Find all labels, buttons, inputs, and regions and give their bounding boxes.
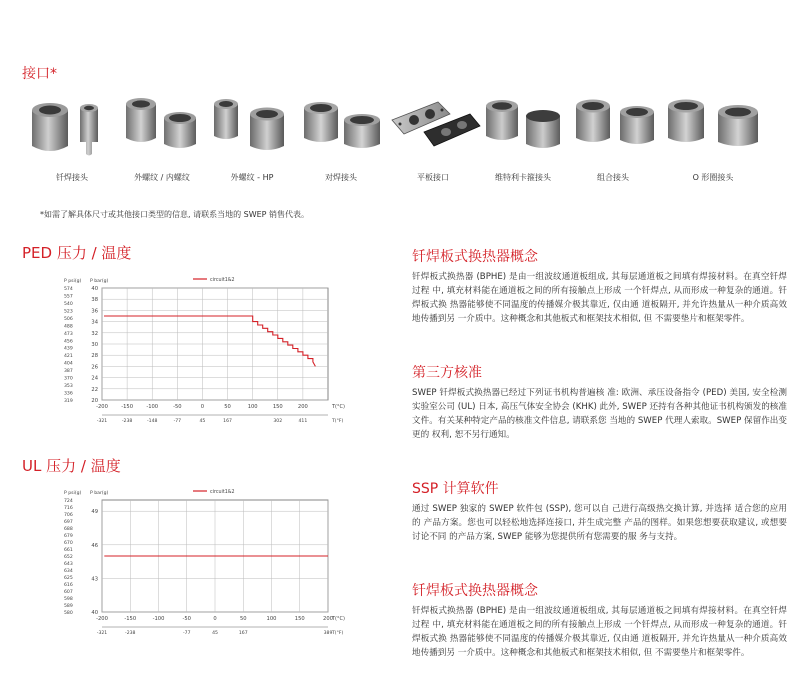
x2-tick-label: 302	[273, 419, 283, 424]
section-body: 钎焊板式换热器 (BPHE) 是由一组波纹通道板组成, 其每层通道板之间填有焊接材料。在真空钎焊过程 中, 填充材料能在通道板之间的所有接触点上形成 一个钎焊点, 从而形成一种复杂的通道。钎焊板式换 热器能够使不同温度的传播媒介极其靠近, 仅由通 道板隔开, 并允许热量从一种介质高效地传播到另 一介质中。这种概念和其他板式和框架技术相似, 但 不需要垫片和框架零件。	[412, 272, 787, 325]
y-tick-label: 40	[91, 610, 98, 616]
y2-tick-label: 625	[64, 576, 73, 581]
x-tick-label: 200	[297, 404, 308, 410]
x-axis-label: T(°C)	[332, 404, 345, 410]
y2-tick-label: 589	[64, 604, 73, 609]
y-tick-label: 20	[91, 398, 98, 404]
y2-tick-label: 421	[64, 354, 73, 360]
connector-label: 外螺纹 - HP	[230, 173, 274, 182]
x2-tick-label: -321	[96, 419, 108, 424]
connector-label: 平板接口	[417, 173, 449, 182]
connector-label: 维特利卡箍接头	[495, 173, 551, 182]
x-tick-label: -150	[124, 616, 137, 622]
y2-tick-label: 580	[64, 611, 73, 616]
y2-tick-label: 488	[64, 324, 73, 330]
thread-connection-icon	[122, 94, 200, 156]
section-body: 通过 SWEP 独家的 SWEP 软件包 (SSP), 您可以自 己进行高级热交换计算, 并选择 适合您的应用的 产品方案。您也可以轻松地选择连接口, 并生成完整 产品的图样。如果您想要获取建议, 或想要讨论不同 的产品方案, SWEP 能够为您提供所有您需要的服 务与支持。	[412, 504, 787, 543]
x2-tick-label: -77	[173, 419, 182, 424]
legend-label: circuit1&2	[210, 490, 235, 495]
x-tick-label: -200	[96, 616, 108, 622]
brazed-connection-icon	[28, 96, 114, 158]
ped-chart	[60, 268, 360, 433]
y2-tick-label: 652	[64, 555, 73, 560]
y2-tick-label: 387	[64, 369, 73, 375]
y2-tick-label: 607	[64, 590, 73, 595]
connector-label: 外螺纹 / 内螺纹	[134, 173, 190, 182]
connectors-title: 接口*	[22, 66, 57, 82]
x2-tick-label: -77	[182, 631, 191, 636]
x2-tick-label: -321	[96, 631, 108, 636]
series-line	[104, 316, 315, 366]
x-tick-label: 0	[213, 616, 217, 622]
x-tick-label: -50	[182, 616, 191, 622]
flange-plate-icon	[388, 94, 482, 154]
y2-tick-label: 523	[64, 309, 73, 315]
y2-tick-label: 506	[64, 316, 73, 322]
y-tick-label: 43	[91, 576, 98, 583]
y-tick-label: 49	[91, 509, 98, 516]
y-tick-label: 26	[91, 364, 98, 371]
victaulic-connection-icon	[482, 96, 564, 154]
x-tick-label: -100	[152, 616, 165, 622]
x-tick-label: -100	[146, 404, 159, 410]
y2-tick-label: 661	[64, 548, 73, 553]
ped-title: PED 压力 / 温度	[22, 244, 132, 262]
y2-tick-label: 540	[64, 301, 73, 307]
y2-tick-label: 724	[64, 499, 73, 504]
weld-connection-icon	[300, 98, 382, 156]
connector-label: 钎焊接头	[56, 173, 88, 182]
y2-tick-label: 439	[64, 346, 73, 352]
ul-title: UL 压力 / 温度	[22, 457, 121, 475]
y2-tick-label: 473	[64, 331, 73, 337]
x-tick-label: 100	[247, 404, 258, 410]
x2-tick-label: 167	[238, 631, 248, 636]
y2-tick-label: 643	[64, 562, 73, 567]
y2-tick-label: 670	[64, 541, 73, 546]
ul-chart	[60, 480, 360, 645]
x2-tick-label: 45	[199, 419, 206, 424]
y-axis-label: P bar(g)	[90, 491, 109, 496]
y-tick-label: 36	[91, 308, 98, 315]
y-tick-label: 34	[91, 319, 98, 326]
x2-tick-label: -148	[147, 419, 158, 424]
x2-tick-label: -238	[125, 631, 136, 636]
connector-label: 组合接头	[597, 173, 629, 182]
y-tick-label: 38	[91, 297, 98, 304]
legend-label: circuit1&2	[210, 278, 235, 283]
y2-tick-label: 706	[64, 513, 73, 518]
x2-axis-label: T(°F)	[332, 631, 344, 636]
y2-tick-label: 679	[64, 534, 73, 539]
connector-label: 对焊接头	[325, 173, 357, 182]
y2-axis-label: P psi(g)	[64, 491, 82, 496]
y2-tick-label: 404	[64, 361, 73, 367]
x-tick-label: -50	[173, 404, 182, 410]
y-tick-label: 28	[91, 353, 98, 360]
x-tick-label: 150	[294, 616, 305, 622]
x2-tick-label: 45	[212, 631, 218, 636]
y-tick-label: 30	[91, 342, 98, 348]
connector-label: O 形圈接头	[692, 173, 734, 182]
y2-tick-label: 634	[64, 569, 73, 574]
y2-tick-label: 616	[64, 583, 73, 588]
x-tick-label: 100	[266, 616, 277, 622]
section-heading: 钎焊板式换热器概念	[412, 249, 538, 265]
section-body: 钎焊板式换热器 (BPHE) 是由一组波纹通道板组成, 其每层通道板之间填有焊接材料。在真空钎焊过程 中, 填充材料能在通道板之间的所有接触点上形成 一个钎焊点, 从而形成一种复杂的通道。钎焊板式换 热器能够使不同温度的传播媒介极其靠近, 仅由通 道板隔开, 并允许热量从一种介质高效地传播到另 一介质中。这种概念和其他板式和框架技术相似, 但 不需要垫片和框架零件。	[412, 606, 787, 659]
x2-tick-label: -238	[121, 419, 133, 424]
y-tick-label: 24	[91, 375, 98, 382]
y2-tick-label: 319	[64, 399, 73, 404]
section-heading: 第三方核准	[412, 365, 482, 381]
y2-tick-label: 688	[64, 527, 73, 532]
y2-tick-label: 598	[64, 597, 73, 602]
hp-thread-connection-icon	[212, 96, 288, 156]
x2-axis-label: T(°F)	[332, 419, 344, 424]
x-tick-label: 0	[200, 404, 205, 410]
x-tick-label: 50	[224, 404, 231, 410]
section-heading: SSP 计算软件	[412, 481, 499, 497]
x2-tick-label: 167	[223, 419, 232, 424]
y2-tick-label: 574	[64, 287, 73, 292]
y-tick-label: 22	[91, 386, 98, 393]
y2-tick-label: 353	[64, 384, 73, 390]
x-tick-label: 150	[272, 404, 283, 410]
x2-tick-label: 389	[323, 631, 333, 636]
x-tick-label: -200	[96, 404, 108, 410]
y2-tick-label: 456	[64, 339, 73, 345]
x-tick-label: 200	[323, 616, 333, 622]
y-tick-label: 46	[91, 542, 98, 549]
o-ring-connection-icon	[664, 96, 762, 154]
x-tick-label: 50	[239, 616, 247, 622]
y2-tick-label: 370	[64, 376, 73, 382]
y2-axis-label: P psi(g)	[64, 279, 82, 284]
y-axis-label: P bar(g)	[90, 279, 109, 284]
x2-tick-label: 411	[298, 419, 308, 424]
x-tick-label: -150	[121, 404, 134, 410]
section-heading: 钎焊板式换热器概念	[412, 583, 538, 599]
y-tick-label: 40	[91, 286, 98, 292]
connectors-footnote: *如需了解具体尺寸或其他接口类型的信息, 请联系当地的 SWEP 销售代表。	[40, 210, 310, 219]
combination-connection-icon	[572, 94, 658, 154]
section-body: SWEP 钎焊板式换热器已经过下列证书机构普遍核 准: 欧洲、承压设备指令 (PED) 美国, 安全检测实验室公司 (UL) 日本, 高压气体安全协会 (KHK) 此外, SWEP 还持有各种其他证书机构颁发的核准 文件。有关某种特定产品的核准文件信息, 请联系您 当地的 SWEP 代理人索取。SWEP 保留作出变更的 权利, 恕不另行通知。	[412, 388, 787, 441]
y2-tick-label: 697	[64, 520, 73, 525]
x-axis-label: T(°C)	[332, 616, 345, 622]
y2-tick-label: 336	[64, 391, 73, 397]
y-tick-label: 32	[91, 330, 98, 337]
y2-tick-label: 557	[64, 294, 73, 300]
y2-tick-label: 716	[64, 506, 73, 511]
